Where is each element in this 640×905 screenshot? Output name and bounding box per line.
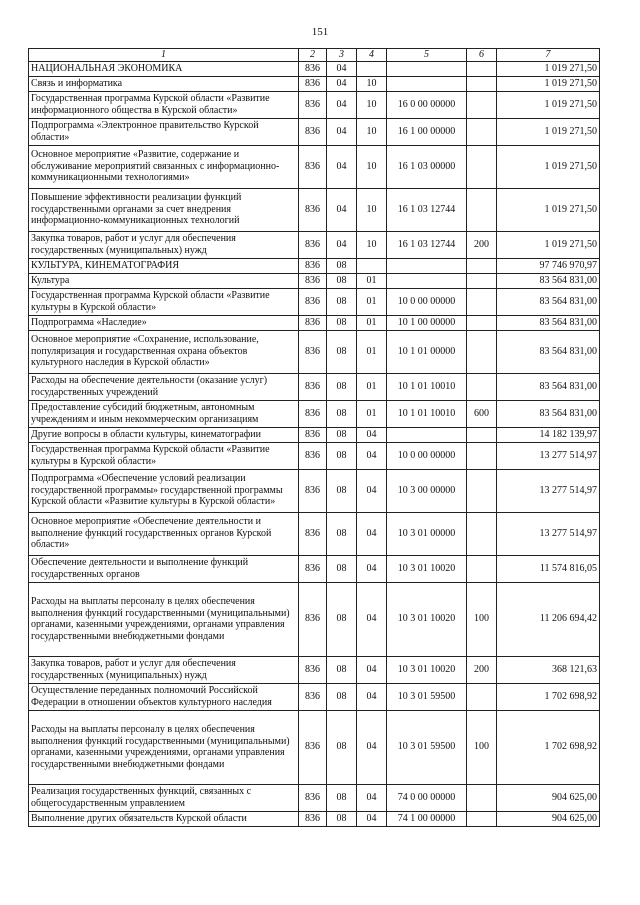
row-col-6: 200 [467,656,497,683]
row-col-4: 01 [357,315,387,330]
row-col-2: 836 [299,188,327,231]
row-col-3: 08 [327,273,357,288]
row-col-6: 100 [467,710,497,784]
row-col-5: 74 1 00 00000 [387,811,467,826]
row-col-6 [467,188,497,231]
row-col-6 [467,273,497,288]
row-col-4: 04 [357,555,387,582]
row-col-2: 836 [299,288,327,315]
row-amount: 83 564 831,00 [497,373,600,400]
row-col-3: 08 [327,427,357,442]
table-row [29,427,600,442]
row-amount: 13 277 514,97 [497,469,600,512]
table-row [29,76,600,91]
row-name: Предоставление субсидий бюджетным, автономным учреждениям и иным некоммерческим организациям [29,400,299,427]
row-col-5: 74 0 00 00000 [387,784,467,811]
row-col-2: 836 [299,61,327,76]
row-col-6 [467,811,497,826]
row-name: Основное мероприятие «Обеспечение деятельности и выполнение функций государственных органов Курской области» [29,512,299,555]
table-row [29,188,600,231]
row-col-4: 01 [357,288,387,315]
row-col-3: 08 [327,400,357,427]
row-col-4: 04 [357,656,387,683]
row-name: Связь и информатика [29,76,299,91]
row-col-5 [387,258,467,273]
table-row [29,231,600,258]
row-col-5: 10 3 01 59500 [387,710,467,784]
row-amount: 904 625,00 [497,784,600,811]
table-row [29,582,600,656]
row-col-4: 10 [357,231,387,258]
row-col-2: 836 [299,330,327,373]
table-row [29,683,600,710]
row-col-3: 08 [327,469,357,512]
row-col-3: 04 [327,188,357,231]
row-col-6 [467,258,497,273]
row-name: Основное мероприятие «Развитие, содержание и обслуживание мероприятий связанных с информационно-коммуникационными технологиями» [29,145,299,188]
row-amount: 83 564 831,00 [497,288,600,315]
row-col-2: 836 [299,784,327,811]
row-amount: 1 019 271,50 [497,118,600,145]
row-col-2: 836 [299,118,327,145]
column-header: 7 [497,49,600,62]
column-header: 1 [29,49,299,62]
row-col-4: 04 [357,427,387,442]
row-col-5: 10 3 01 00000 [387,512,467,555]
row-name: Другие вопросы в области культуры, кинематографии [29,427,299,442]
row-name: Обеспечение деятельности и выполнение функций государственных органов [29,555,299,582]
row-col-3: 04 [327,61,357,76]
table-row [29,145,600,188]
row-col-6 [467,469,497,512]
row-amount: 1 019 271,50 [497,76,600,91]
table-row [29,811,600,826]
row-amount: 1 019 271,50 [497,231,600,258]
row-col-6 [467,373,497,400]
row-amount: 13 277 514,97 [497,512,600,555]
row-col-3: 08 [327,442,357,469]
row-col-5 [387,76,467,91]
row-col-3: 08 [327,258,357,273]
row-col-6 [467,330,497,373]
row-col-5: 10 3 01 10020 [387,656,467,683]
row-col-3: 08 [327,811,357,826]
row-name: КУЛЬТУРА, КИНЕМАТОГРАФИЯ [29,258,299,273]
row-amount: 11 206 694,42 [497,582,600,656]
row-col-6 [467,442,497,469]
row-col-3: 08 [327,512,357,555]
row-col-4: 01 [357,373,387,400]
row-name: Подпрограмма «Наследие» [29,315,299,330]
table-row [29,442,600,469]
row-amount: 904 625,00 [497,811,600,826]
row-col-6: 600 [467,400,497,427]
row-col-5 [387,273,467,288]
row-col-3: 04 [327,76,357,91]
row-amount: 83 564 831,00 [497,330,600,373]
table-row [29,555,600,582]
row-col-4: 01 [357,400,387,427]
row-amount: 368 121,63 [497,656,600,683]
row-col-3: 04 [327,231,357,258]
row-col-5: 10 1 00 00000 [387,315,467,330]
row-col-2: 836 [299,710,327,784]
row-col-4: 10 [357,118,387,145]
row-col-6 [467,61,497,76]
row-col-6 [467,288,497,315]
row-col-3: 08 [327,373,357,400]
row-col-5: 16 1 03 00000 [387,145,467,188]
row-col-3: 04 [327,145,357,188]
row-name: Подпрограмма «Обеспечение условий реализации государственной программы» государственной программы Курской области «Развитие культуры в Курской области» [29,469,299,512]
row-col-5: 10 3 01 10020 [387,555,467,582]
row-col-4: 04 [357,512,387,555]
row-col-6 [467,91,497,118]
row-col-2: 836 [299,400,327,427]
row-name: Выполнение других обязательств Курской области [29,811,299,826]
row-col-6 [467,555,497,582]
row-name: Государственная программа Курской области «Развитие культуры в Курской области» [29,442,299,469]
row-col-5: 16 1 00 00000 [387,118,467,145]
row-amount: 11 574 816,05 [497,555,600,582]
row-col-3: 08 [327,555,357,582]
row-amount: 83 564 831,00 [497,273,600,288]
row-name: Закупка товаров, работ и услуг для обеспечения государственных (муниципальных) нужд [29,656,299,683]
row-name: Расходы на выплаты персоналу в целях обеспечения выполнения функций государственными (муниципальными) органами, казенными учреждениями, органами управления государственными внебюджетными фондами [29,582,299,656]
row-name: Культура [29,273,299,288]
row-col-6 [467,145,497,188]
row-col-5: 16 1 03 12744 [387,188,467,231]
row-col-3: 08 [327,656,357,683]
row-col-3: 04 [327,91,357,118]
row-col-3: 08 [327,683,357,710]
row-col-2: 836 [299,656,327,683]
column-header: 6 [467,49,497,62]
row-col-6 [467,427,497,442]
row-col-2: 836 [299,469,327,512]
row-amount: 1 702 698,92 [497,683,600,710]
row-name: Расходы на обеспечение деятельности (оказание услуг) государственных учреждений [29,373,299,400]
row-col-4: 10 [357,188,387,231]
row-name: Подпрограмма «Электронное правительство Курской области» [29,118,299,145]
row-name: Государственная программа Курской области «Развитие информационного общества в Курской области» [29,91,299,118]
row-col-6 [467,512,497,555]
row-col-2: 836 [299,442,327,469]
row-col-4: 01 [357,273,387,288]
row-col-2: 836 [299,76,327,91]
row-col-6 [467,683,497,710]
row-col-5: 10 3 01 59500 [387,683,467,710]
row-amount: 1 019 271,50 [497,188,600,231]
row-col-4: 04 [357,784,387,811]
row-name: Закупка товаров, работ и услуг для обеспечения государственных (муниципальных) нужд [29,231,299,258]
row-name: Реализация государственных функций, связанных с общегосударственным управлением [29,784,299,811]
budget-table [28,48,600,827]
row-col-4: 04 [357,683,387,710]
column-header: 2 [299,49,327,62]
row-col-2: 836 [299,231,327,258]
row-amount: 83 564 831,00 [497,315,600,330]
row-col-4: 04 [357,582,387,656]
row-col-2: 836 [299,427,327,442]
row-col-4: 10 [357,145,387,188]
row-col-5: 10 3 00 00000 [387,469,467,512]
row-col-2: 836 [299,373,327,400]
row-col-5 [387,61,467,76]
row-col-2: 836 [299,683,327,710]
row-col-5: 10 0 00 00000 [387,288,467,315]
row-col-2: 836 [299,315,327,330]
row-amount: 1 019 271,50 [497,145,600,188]
row-amount: 1 019 271,50 [497,91,600,118]
row-col-3: 08 [327,288,357,315]
table-row [29,330,600,373]
table-row [29,512,600,555]
row-col-4: 04 [357,710,387,784]
column-header: 4 [357,49,387,62]
row-col-4 [357,258,387,273]
row-amount: 97 746 970,97 [497,258,600,273]
row-col-5 [387,427,467,442]
table-row [29,288,600,315]
row-name: Расходы на выплаты персоналу в целях обеспечения выполнения функций государственными (муниципальными) органами, казенными учреждениями, органами управления государственными внебюджетными фондами [29,710,299,784]
row-col-3: 04 [327,118,357,145]
row-col-6 [467,784,497,811]
table-row [29,373,600,400]
row-col-5: 10 0 00 00000 [387,442,467,469]
row-col-4: 04 [357,469,387,512]
row-col-6: 100 [467,582,497,656]
row-col-3: 08 [327,784,357,811]
table-row [29,315,600,330]
row-col-4: 01 [357,330,387,373]
row-col-2: 836 [299,91,327,118]
row-col-6 [467,76,497,91]
row-col-2: 836 [299,555,327,582]
row-amount: 83 564 831,00 [497,400,600,427]
row-col-5: 16 0 00 00000 [387,91,467,118]
table-row [29,784,600,811]
row-col-2: 836 [299,273,327,288]
row-col-5: 10 1 01 10010 [387,373,467,400]
table-row [29,61,600,76]
row-col-3: 08 [327,330,357,373]
column-header: 3 [327,49,357,62]
row-col-3: 08 [327,315,357,330]
row-amount: 1 702 698,92 [497,710,600,784]
table-row [29,469,600,512]
row-name: Осуществление переданных полномочий Российской Федерации в отношении объектов культурного наследия [29,683,299,710]
row-name: Государственная программа Курской области «Развитие культуры в Курской области» [29,288,299,315]
column-header: 5 [387,49,467,62]
row-name: Основное мероприятие «Сохранение, использование, популяризация и государственная охрана объектов культурного наследия в Курской области» [29,330,299,373]
header-row [29,49,600,62]
row-col-4: 04 [357,811,387,826]
row-col-6 [467,118,497,145]
row-col-5: 10 1 01 10010 [387,400,467,427]
row-col-5: 10 1 01 00000 [387,330,467,373]
row-col-5: 10 3 01 10020 [387,582,467,656]
row-col-6: 200 [467,231,497,258]
row-col-4: 10 [357,76,387,91]
row-col-6 [467,315,497,330]
row-col-3: 08 [327,710,357,784]
row-col-4: 10 [357,91,387,118]
table-row [29,710,600,784]
row-col-2: 836 [299,145,327,188]
table-row [29,400,600,427]
row-col-2: 836 [299,258,327,273]
table-row [29,656,600,683]
table-row [29,91,600,118]
row-amount: 1 019 271,50 [497,61,600,76]
table-row [29,258,600,273]
page-number: 151 [311,26,329,38]
row-col-4: 04 [357,442,387,469]
row-col-2: 836 [299,811,327,826]
row-col-3: 08 [327,582,357,656]
row-amount: 14 182 139,97 [497,427,600,442]
row-col-5: 16 1 03 12744 [387,231,467,258]
table-row [29,118,600,145]
table-row [29,273,600,288]
row-col-4 [357,61,387,76]
row-name: Повышение эффективности реализации функций государственными органами за счет внедрения информационно-коммуникационных технологий [29,188,299,231]
row-col-2: 836 [299,582,327,656]
row-col-2: 836 [299,512,327,555]
row-name: НАЦИОНАЛЬНАЯ ЭКОНОМИКА [29,61,299,76]
row-amount: 13 277 514,97 [497,442,600,469]
